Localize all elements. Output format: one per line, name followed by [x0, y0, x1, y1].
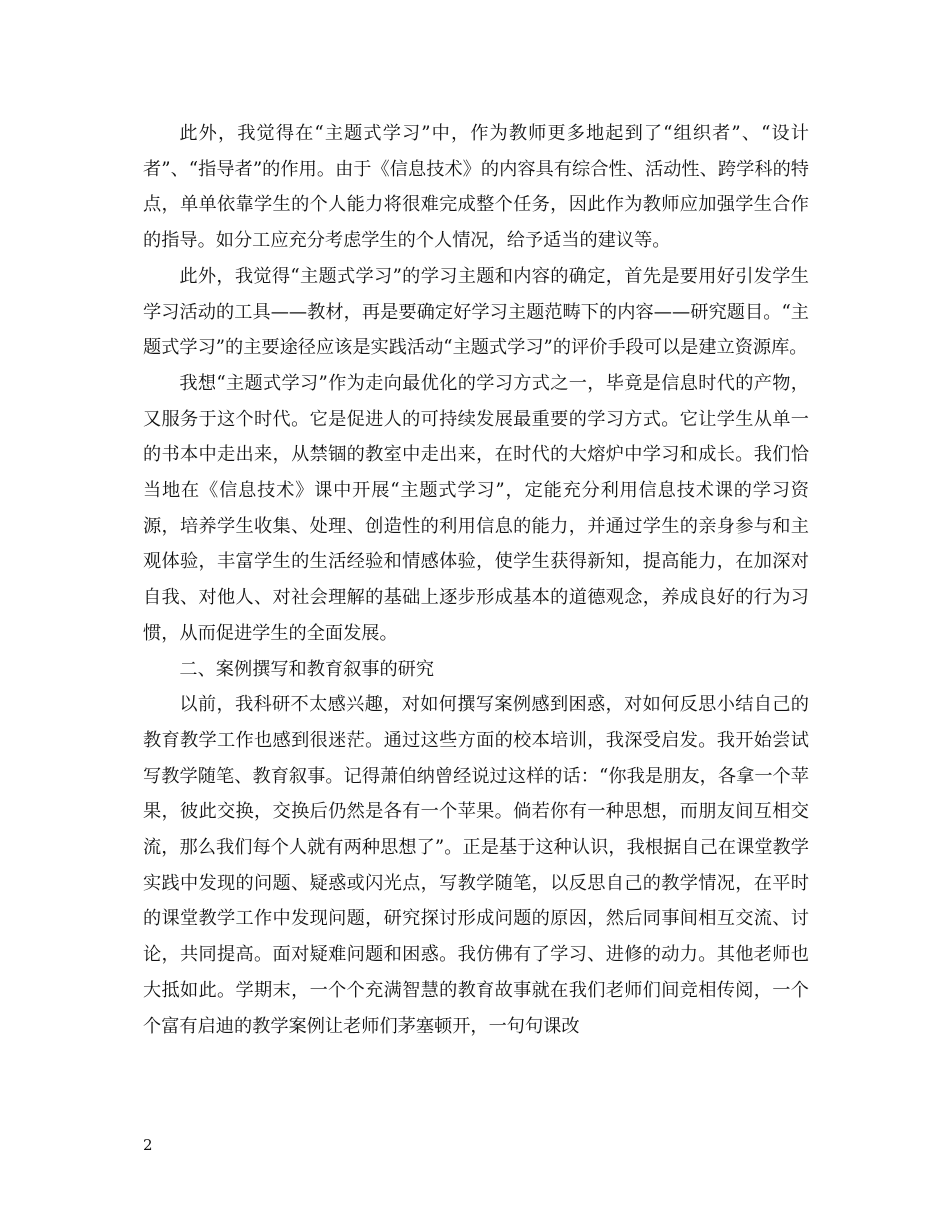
paragraph-learning-method: 我想“主题式学习”作为走向最优化的学习方式之一，毕竟是信息时代的产物，又服务于这个时代。它是促进人的可持续发展最重要的学习方式。它让学生从单一的书本中走出来，从禁锢的教室中走出来，在时代的大熔炉中学习和成长。我们恰当地在《信息技术》课中开展“主题式学习”，定能充分利用信息技术课的学习资源，培养学生收集、处理、创造性的利用信息的能力，并通过学生的亲身参与和主观体验，丰富学生的生活经验和情感体验，使学生获得新知，提高能力，在加深对自我、对他人、对社会理解的基础上逐步形成基本的道德观念，养成良好的行为习惯，从而促进学生的全面发展。 — [143, 372, 809, 644]
section-heading: 二、案例撰写和教育叙事的研究 — [179, 658, 435, 680]
paragraph-topic-content: 此外，我觉得“主题式学习”的学习主题和内容的确定，首先是要用好引发学生学习活动的工具——教材，再是要确定好学习主题范畴下的内容——研究题目。“主题式学习”的主要途径应该是实践活动“主题式学习”的评价手段可以是建立资源库。 — [143, 265, 809, 359]
paragraph-case-writing: 以前，我科研不太感兴趣，对如何撰写案例感到困惑，对如何反思小结自己的教育教学工作也感到很迷茫。通过这些方面的校本培训，我深受启发。我开始尝试写教学随笔、教育叙事。记得萧伯纳曾经说过这样的话：“你我是朋友，各拿一个苹果，彼此交换，交换后仍然是各有一个苹果。倘若你有一种思想，而朋友间互相交流，那么我们每个人就有两种思想了”。正是基于这种认识，我根据自己在课堂教学实践中发现的问题、疑惑或闪光点，写教学随笔，以反思自己的教学情况，在平时的课堂教学工作中发现问题，研究探讨形成问题的原因，然后同事间相互交流、讨论，共同提高。面对疑难问题和困惑。我仿佛有了学习、进修的动力。其他老师也大抵如此。学期末，一个个充满智慧的教育故事就在我们老师们间竞相传阅，一个个富有启迪的教学案例让老师们茅塞顿开，一句句课改 — [143, 694, 809, 1037]
paragraph-organizer-role: 此外，我觉得在“主题式学习”中，作为教师更多地起到了“组织者”、“设计者”、“指导者”的作用。由于《信息技术》的内容具有综合性、活动性、跨学科的特点，单单依靠学生的个人能力将很难完成整个任务，因此作为教师应加强学生合作的指导。如分工应充分考虑学生的个人情况，给予适当的建议等。 — [143, 123, 809, 252]
page-number: 2 — [143, 1136, 153, 1154]
document-body — [143, 116, 809, 1044]
